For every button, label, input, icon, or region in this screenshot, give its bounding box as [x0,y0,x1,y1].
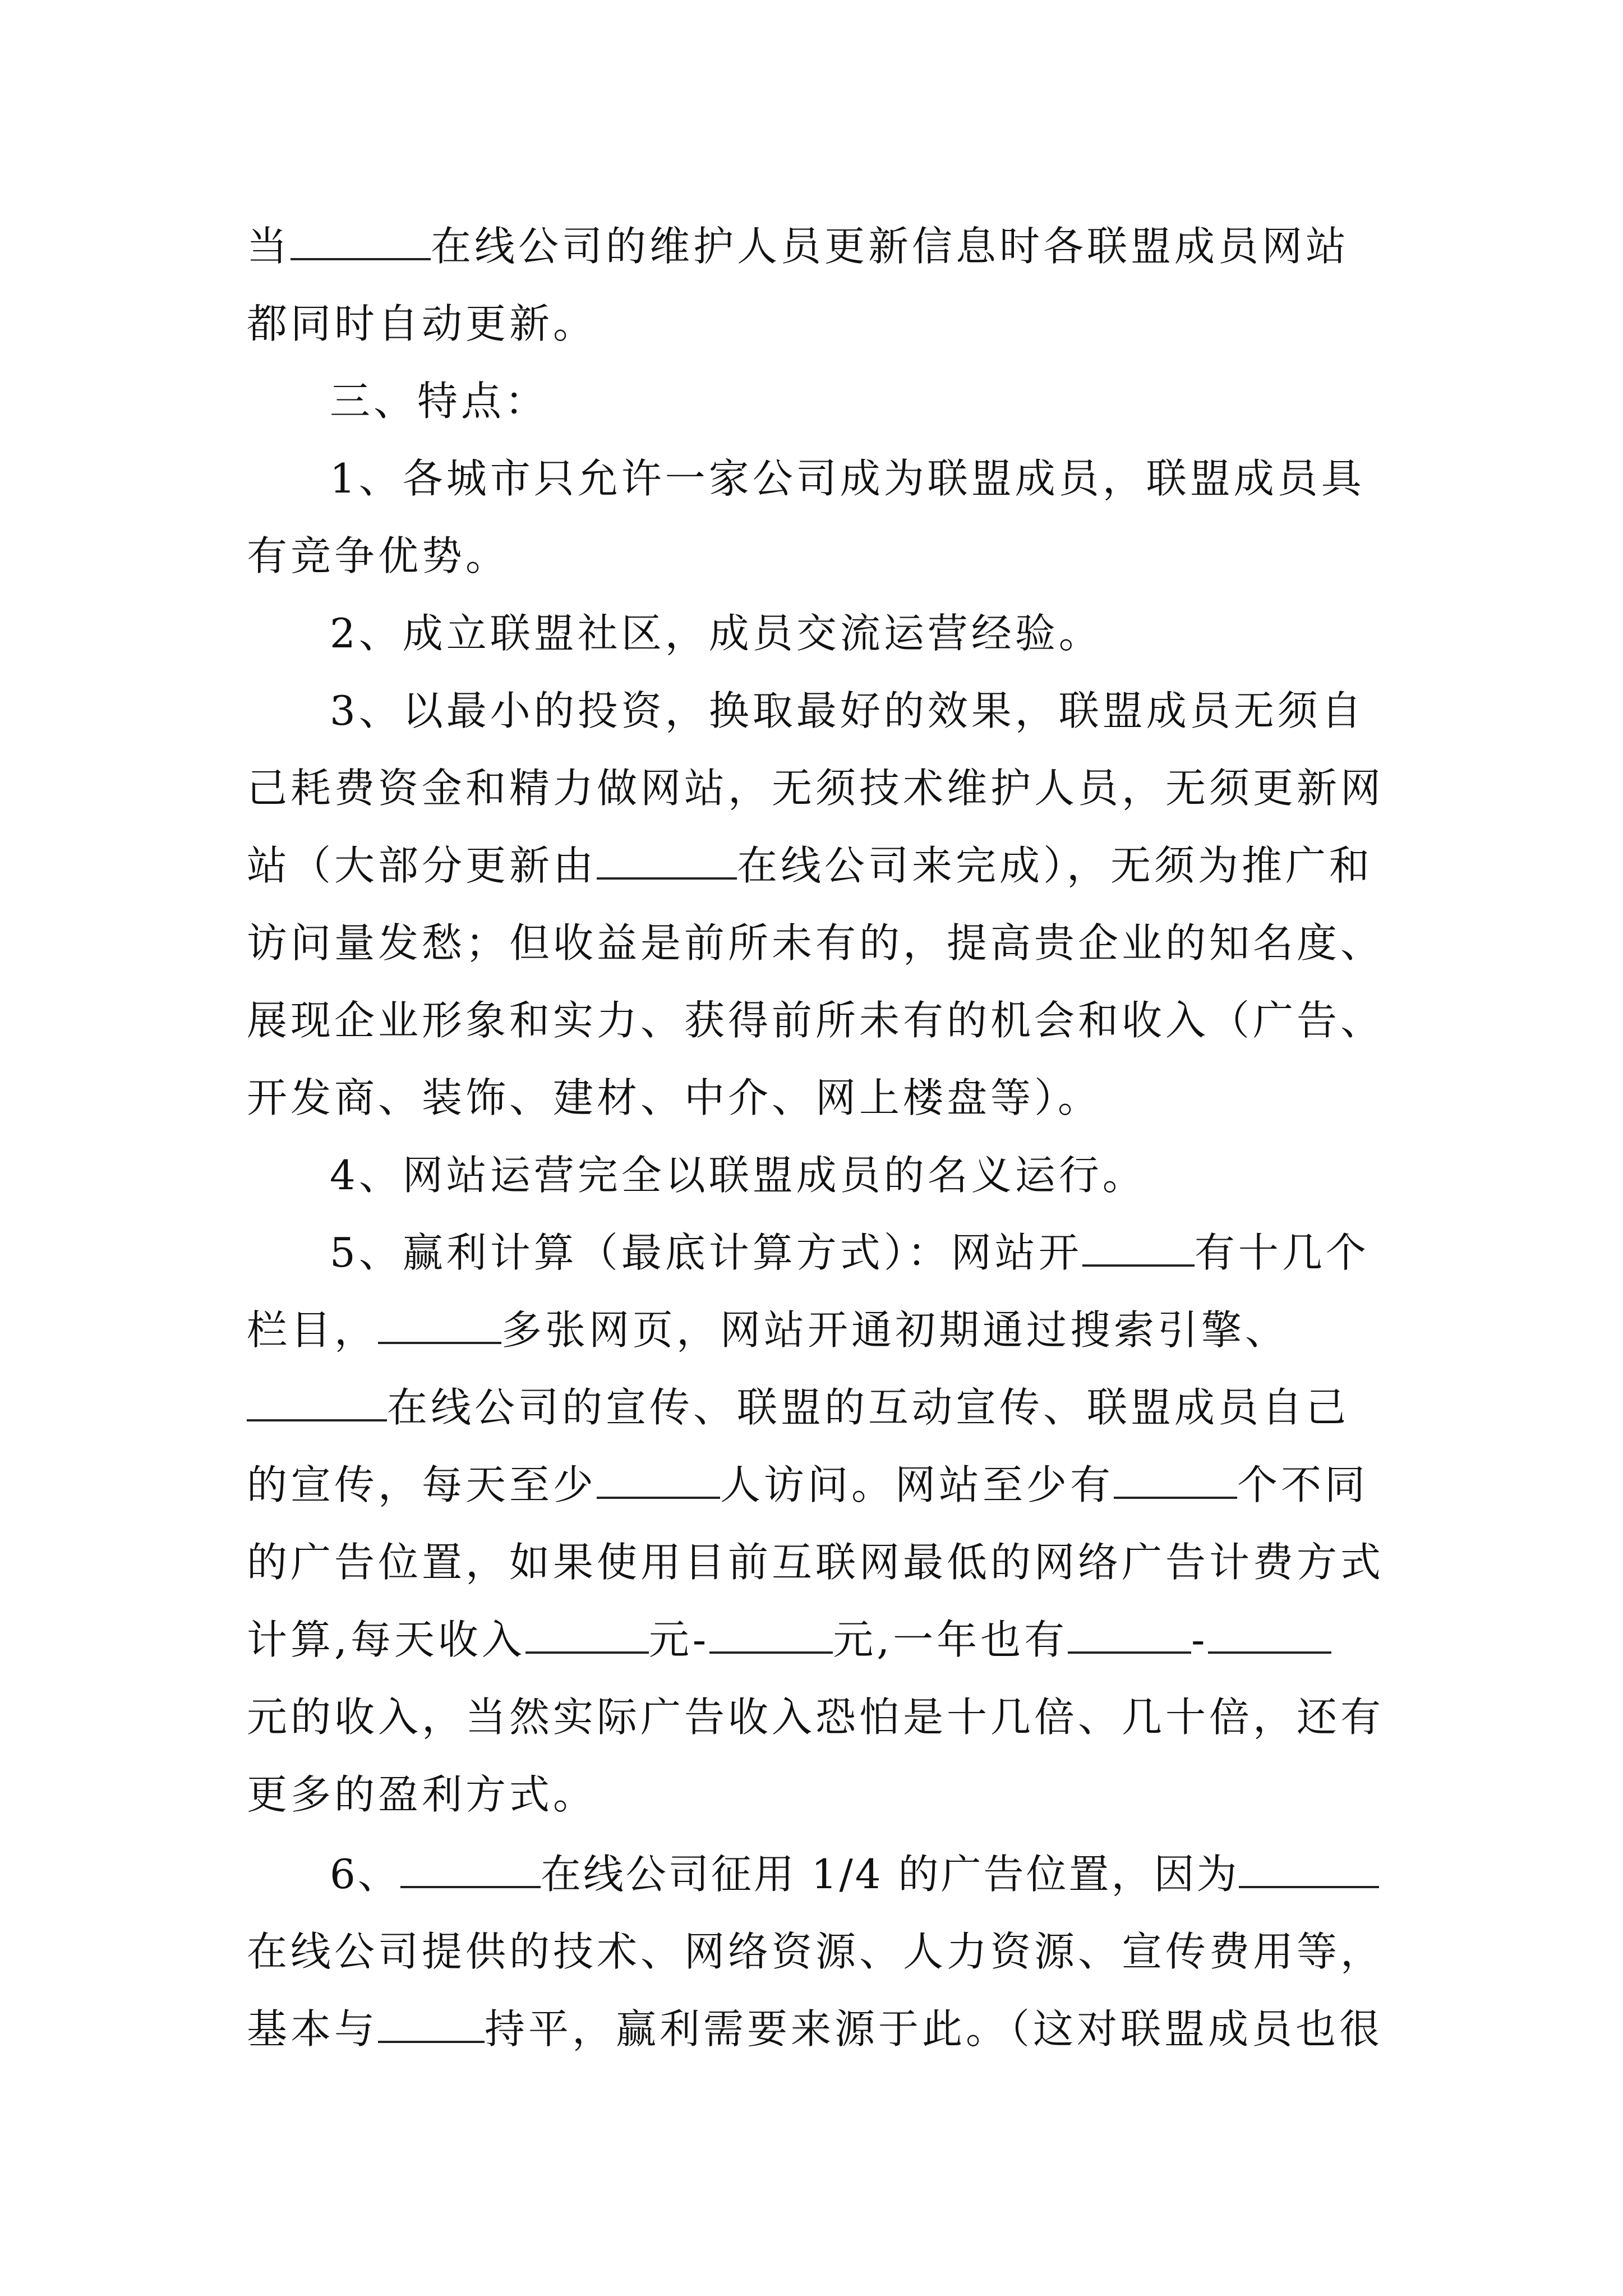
text-run: 人访问。网站至少有 [720,1461,1114,1508]
fill-in-blank [1239,1851,1379,1888]
text-run: 多张网页，网站开通初期通过搜索引擎、 [501,1306,1289,1354]
text-run: 更多的盈利方式。 [247,1771,597,1818]
text-run: 三、特点： [330,378,549,425]
text-run: 开发商、装饰、建材、中介、网上楼盘等）。 [247,1074,1102,1121]
paragraph-line [247,285,1385,362]
fill-in-blank [709,1617,833,1654]
paragraph-line [247,595,1385,672]
text-run: 2、成立联盟社区，成员交流运营经验。 [330,610,1103,657]
paragraph-line [247,1291,1385,1369]
text-run: 6、 [330,1851,400,1898]
text-run: 5、赢利计算（最底计算方式）：网站开 [330,1229,1082,1276]
fill-in-blank [597,1462,720,1499]
fill-in-blank [1114,1462,1237,1499]
paragraph-line [247,1601,1385,1678]
paragraph-line [247,1756,1385,1833]
text-run: - [1191,1616,1209,1663]
text-run: 元的收入，当然实际广告收入恐怕是十几倍、几十倍，还有 [247,1694,1385,1741]
paragraph-line [247,1214,1385,1291]
fill-in-blank [247,1384,387,1421]
paragraph-line [247,1059,1385,1137]
section-heading [247,362,1385,440]
text-run: 1、各城市只允许一家公司成为联盟成员，联盟成员具 [330,455,1365,502]
paragraph-line [247,672,1385,749]
document-page [247,208,1385,2068]
paragraph-line [247,1137,1385,1214]
fill-in-blank [400,1851,541,1888]
text-run: 在线公司征用 1/4 的广告位置，因为 [540,1851,1239,1898]
text-run: 栏目， [247,1306,379,1354]
text-run: 有竞争优势。 [247,532,510,579]
fill-in-blank [378,2006,485,2043]
fill-in-blank [597,843,737,880]
text-run: 在线公司提供的技术、网络资源、人力资源、宣传费用等， [247,1928,1385,1975]
text-run: 3、以最小的投资，换取最好的效果，联盟成员无须自 [330,687,1365,734]
fill-in-blank [525,1617,649,1654]
text-run: 都同时自动更新。 [247,300,597,347]
fill-in-blank [291,223,431,260]
text-run: 在线公司的维护人员更新信息时各联盟成员网站 [431,223,1350,270]
paragraph-line [247,1446,1385,1524]
paragraph-line [247,1835,1385,1913]
paragraph-line [247,1369,1385,1446]
text-run: 个不同 [1237,1461,1369,1508]
text-run: 在线公司的宣传、联盟的互动宣传、联盟成员自己 [387,1384,1350,1431]
text-run: 元,一年也有 [833,1616,1068,1663]
text-run: 访问量发愁；但收益是前所未有的，提高贵企业的知名度、 [247,919,1385,967]
paragraph-line [247,982,1385,1059]
fill-in-blank [378,1307,501,1344]
paragraph-line [247,904,1385,982]
text-run: 的广告位置，如果使用目前互联网最低的网络广告计费方式 [247,1539,1385,1586]
text-run: 在线公司来完成），无须为推广和 [737,842,1373,889]
paragraph-line [247,1524,1385,1601]
text-run: 计算,每天收入 [247,1616,525,1663]
text-run: 有十几个 [1194,1229,1370,1276]
paragraph-line [247,1990,1385,2068]
text-run: 展现企业形象和实力、获得前所未有的机会和收入（广告、 [247,997,1385,1044]
fill-in-blank [1082,1230,1195,1267]
paragraph-line [247,1678,1385,1756]
paragraph-line [247,749,1385,827]
paragraph-line [247,440,1385,517]
fill-in-blank [1208,1617,1331,1654]
paragraph-line [247,208,1385,285]
text-run: 持平，赢利需要来源于此。（这对联盟成员也很 [485,2005,1384,2053]
paragraph-line [247,1913,1385,1990]
fill-in-blank [1068,1617,1191,1654]
text-run: 元- [648,1616,710,1663]
text-run: 当 [247,223,291,270]
paragraph-line [247,827,1385,904]
text-run: 站（大部分更新由 [247,842,597,889]
paragraph-line [247,517,1385,595]
text-run: 4、网站运营完全以联盟成员的名义运行。 [330,1152,1146,1199]
text-run: 的宣传，每天至少 [247,1461,597,1508]
text-run: 己耗费资金和精力做网站，无须技术维护人员，无须更新网 [247,765,1385,812]
text-run: 基本与 [247,2005,379,2053]
